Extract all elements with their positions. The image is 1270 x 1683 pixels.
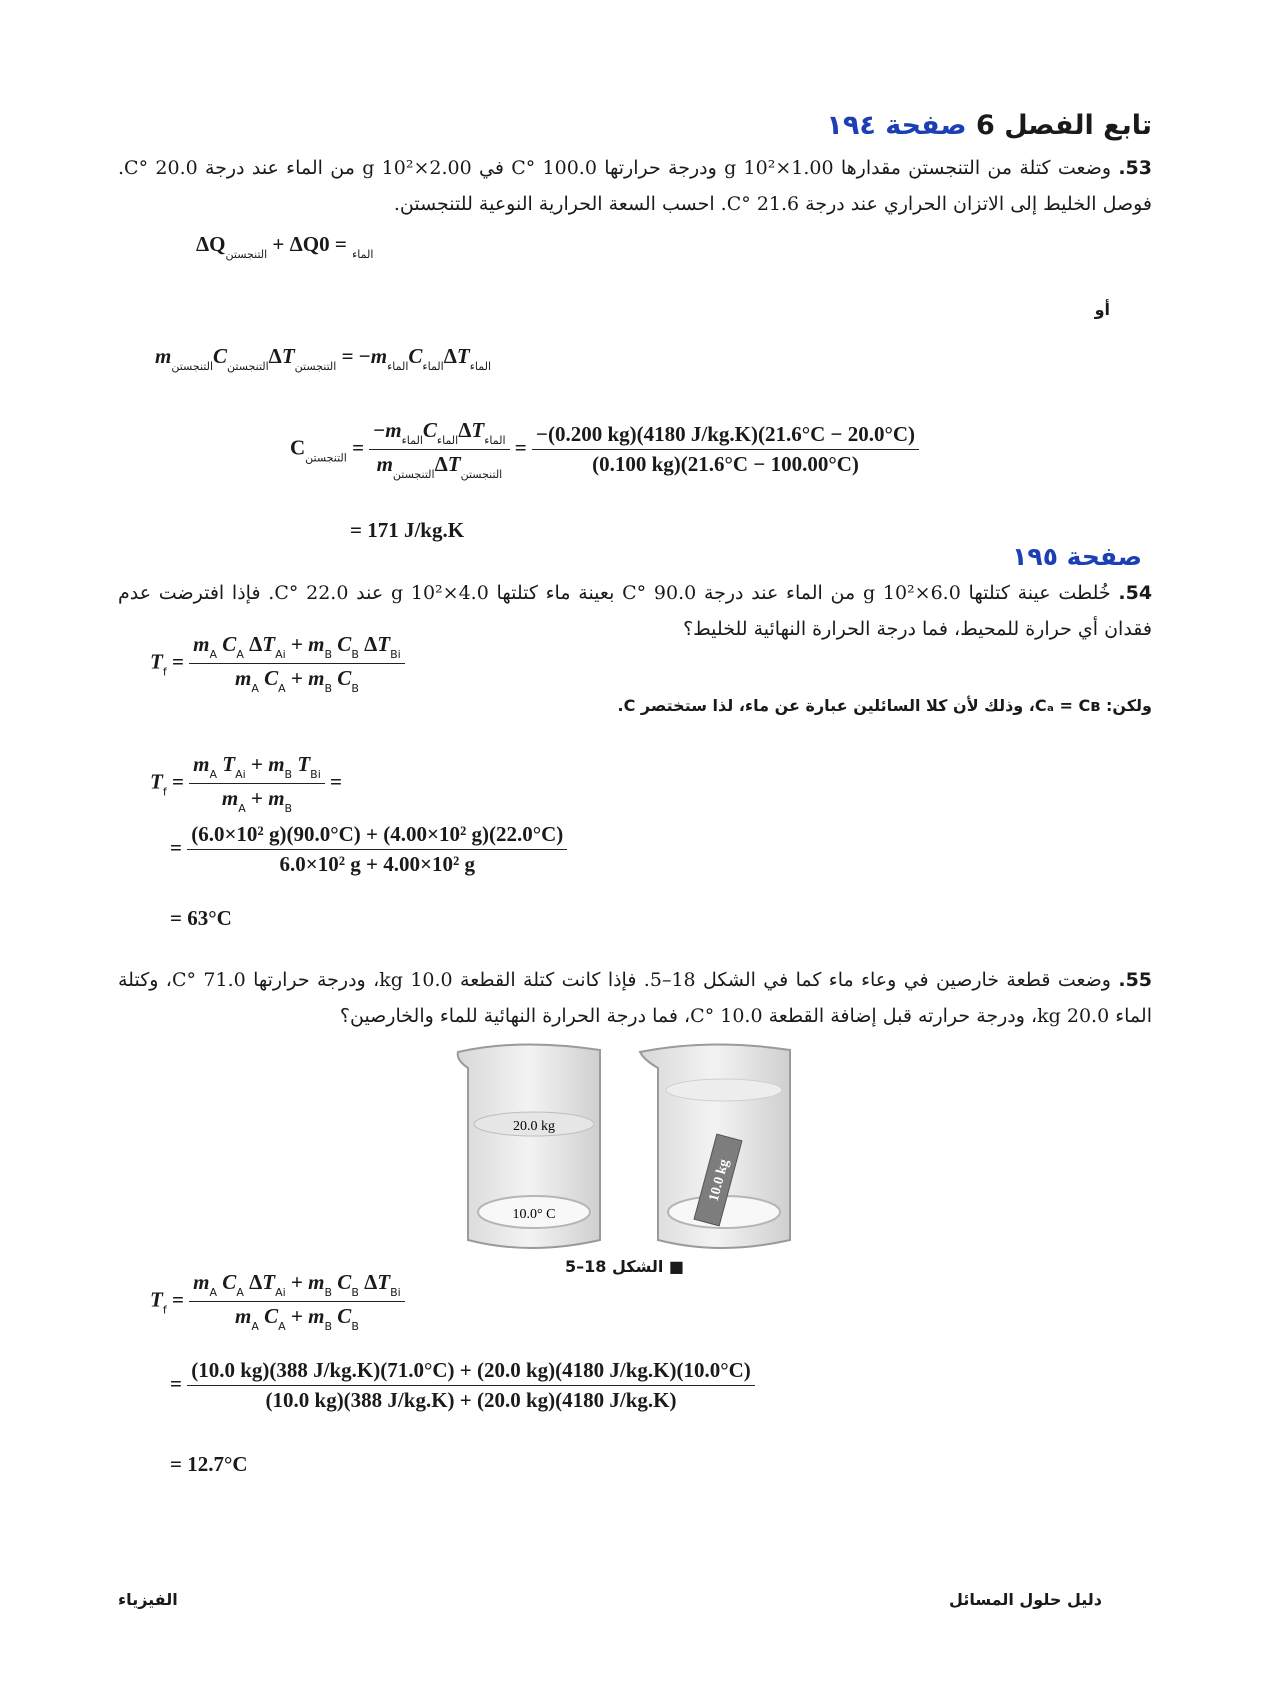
fraction-numeric-53: $\frac{-(0.200 kg)(4180 J/kg.K)(21.6^\circ C - 20.0^\circ C)}{(0.100 kg)(21.6^\circ C - 100.00^\circ C)}$ [532,422,919,477]
result-54: = 63°C [170,906,232,930]
problem-55-text: وضعت قطعة خارصين في وعاء ماء كما في الشكل 18–5. فإذا كانت كتلة القطعة 10.0 kg، ودرجة حرارتها 71.0 °C، وكتلة الماء 20.0 kg، ودرجة حرارته قبل إضافة القطعة 10.0 °C، فما درجة الحرارة النهائية للماء والخارصين؟ [118,969,1152,1027]
equation-55-numeric: = (10.0 kg)(388 J/kg.K)(71.0°C) + (20.0 kg)(4180 J/kg.K)(10.0°C) (10.0 kg)(388 J/kg.K) + (20.0 kg)(4180 J/kg.K) [170,1358,755,1413]
fraction-symbolic: $\frac{-m_{الماء}C_{الماء}\Delta T_{الماء}}{m_{التنجستن}\Delta T_{التنجستن}}$ [369,418,509,481]
equation-54-general: $T_f$ = $\frac{m_A C_A \Delta T_{Ai} + m_B C_B \Delta T_{Bi}}{m_A C_A + m_B C_B}$ [150,632,405,695]
figure-beakers [450,1040,810,1265]
problem-53-text: وضعت كتلة من التنجستن مقدارها 1.00×10² g ودرجة حرارتها 100.0 °C في 2.00×10² g من الماء عند درجة 20.0 °C. فوصل الخليط إلى الاتزان الحراري عند درجة 21.6 °C. احسب السعة الحرارية النوعية للتنجستن. [118,157,1152,215]
equation-53-solved: $C_{التنجستن}$ = $\frac{-m_{الماء}C_{الماء}\Delta T_{الماء}}{m_{التنجستن}\Delta T_{التنجستن}}$ = $\frac{-(0.200 kg)(4180 J/kg.K)(21.6^\circ C - 20.0^\circ C)}{(0.100 kg)(21.6^\circ C - 100.00^\circ C)}$ [290,418,919,481]
page-label-194: صفحة ١٩٤ [826,110,967,141]
header-prefix: تابع الفصل [1004,110,1152,141]
equation-55-general: $T_f$ = $\frac{m_A C_A \Delta T_{Ai} + m_B C_B \Delta T_{Bi}}{m_A C_A + m_B C_B}$ [150,1270,405,1333]
problem-53-number: 53. [1118,157,1152,179]
problem-54-number: 54. [1118,582,1153,604]
caption-bullet-icon: ■ [668,1257,685,1276]
equation-53-expanded: $m_{التنجستن}C_{التنجستن}\Delta T_{التنجستن} = -m_{الماء}C_{الماء}\Delta T_{الماء}$ [155,344,492,373]
equation-54-numeric: = $\frac{\text{(6.0×10² g)(90.0°C) + (4.00×10² g)(22.0°C)}}{\text{6.0×10² g + 4.00×10² g}}$ [170,822,567,877]
result-55: = 12.7°C [170,1452,248,1476]
block-mass: 10.0 kg [706,1157,733,1203]
equation-53-energy-balance: $\Delta Q_{التنجستن} + \Delta Q$ $_{الماء}$ = 0 [196,232,374,261]
footer-subject: الفيزياء [118,1590,178,1609]
chapter-number: 6 [976,110,995,141]
left-beaker-temp: 10.0° C [512,1207,556,1222]
left-beaker-mass: 20.0 kg [513,1119,555,1134]
page-label-195: صفحة ١٩٥ [1012,542,1142,571]
footer-book-title: دليل حلول المسائل [949,1590,1102,1609]
page-header [826,110,1152,141]
problem-55-number: 55. [1118,969,1153,991]
or-label: أو [1094,300,1110,319]
problem-55-statement [118,962,1152,1034]
left-beaker [458,1044,600,1248]
problem-54-text: خُلطت عينة كتلتها 6.0×10² g من الماء عند درجة 90.0 °C بعينة ماء كتلتها 4.0×10² g عند 22.0 °C. فإذا افترضت عدم فقدان أي حرارة للمحيط، فما درجة الحرارة النهائية للخليط؟ [118,582,1152,640]
equation-54-simplified: $T_f$ = $\frac{m_A T_{Ai} + m_B T_{Bi}}{m_A + m_B}$ = [150,752,342,815]
problem-53-statement [118,150,1152,222]
right-beaker [640,1044,790,1248]
result-53: = 171 J/kg.K [350,518,465,542]
problem-54-note: ولكن: Cₐ = Cʙ، وذلك لأن كلا السائلين عبارة عن ماء، لذا ستختصر C. [617,696,1152,715]
figure-caption: ■ الشكل 18–5 [565,1257,685,1276]
